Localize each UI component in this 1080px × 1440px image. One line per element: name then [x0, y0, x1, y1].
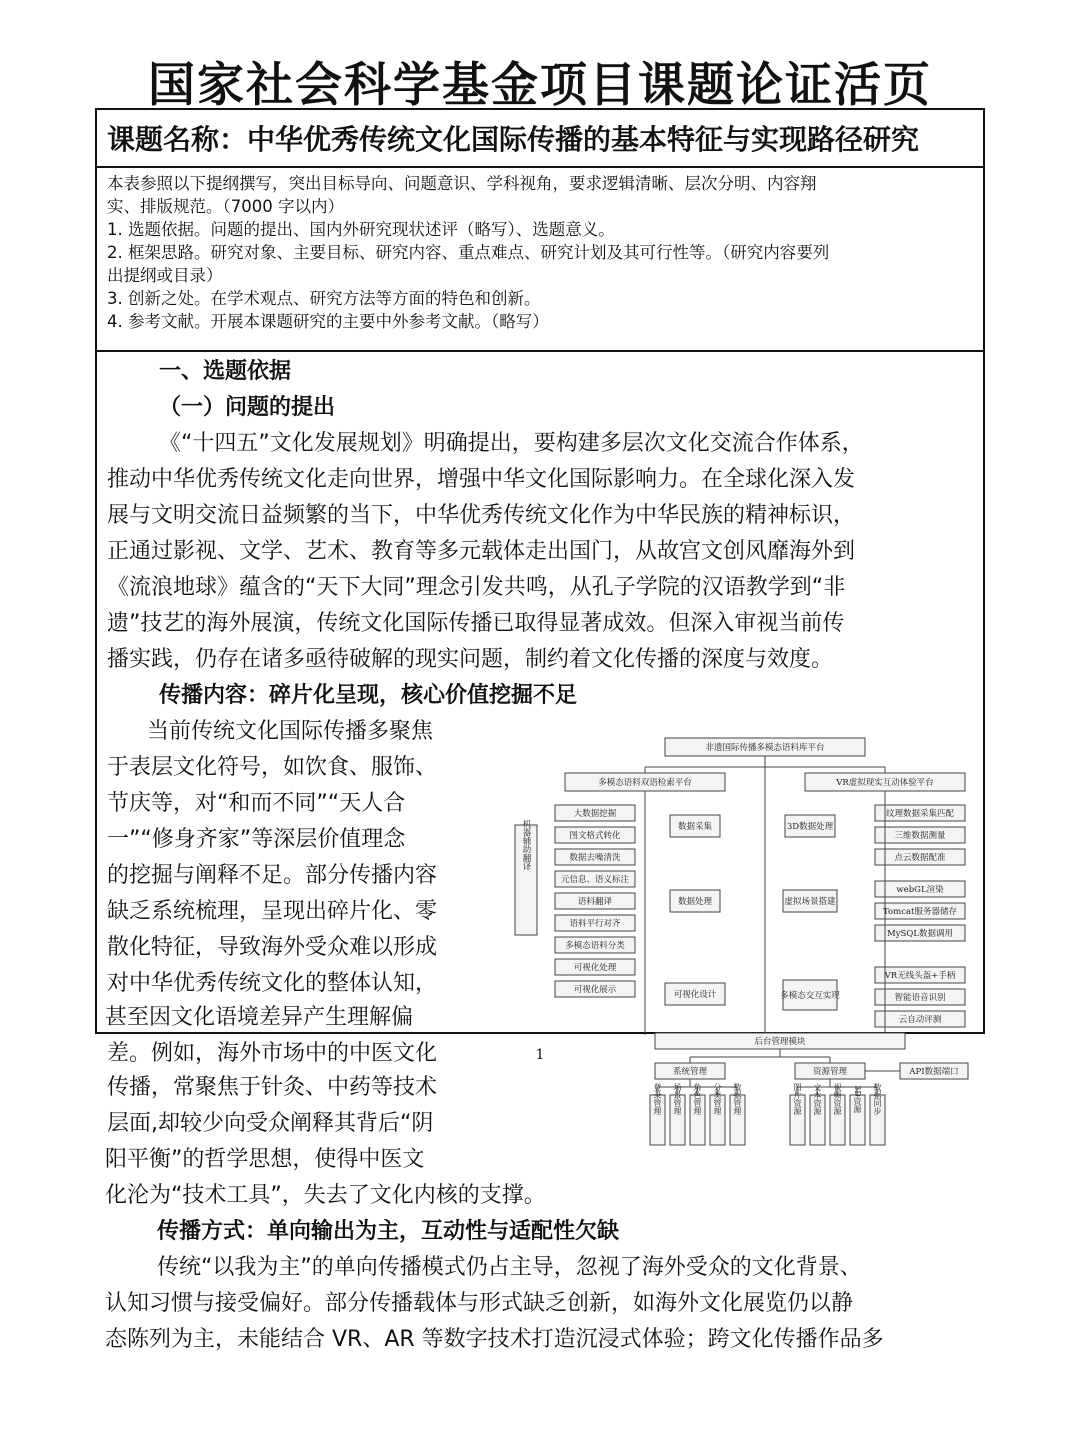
page-title: 国家社会科学基金项目课题论证活页	[148, 58, 932, 113]
diagram-machine-translation-label: 机器辅助翻译	[521, 819, 531, 871]
para1-line: 展与文明交流日益频繁的当下，中华优秀传统文化作为中华民族的精神标识，	[107, 503, 856, 528]
diagram-leaf-label: 3D资源	[853, 1085, 862, 1113]
diagram-leaf-label: 登录管理	[653, 1083, 662, 1115]
diagram-system-mgmt-label: 系统管理	[672, 1067, 708, 1077]
diagram-right-item-label: 点云数据配准	[894, 853, 946, 863]
diagram-leaf-label: 场景管理	[673, 1083, 682, 1115]
diagram-left-item-label: 多模态语料分类	[565, 941, 625, 951]
para2-line: 对中华优秀传统文化的整体认知，	[107, 971, 438, 996]
subsection-heading: （一）问题的提出	[159, 395, 336, 420]
diagram-mid-left-2-label: 数据处理	[677, 897, 713, 907]
para2-line: 传播，常聚焦于针灸、中药等技术	[107, 1075, 438, 1100]
diagram-right-item-label: 云自动评测	[898, 1015, 942, 1025]
para1-line: 正通过影视、文学、艺术、教育等多元载体走出国门，从故宫文创风靡海外到	[107, 539, 856, 564]
point-heading-content: 传播内容：碎片化呈现，核心价值挖掘不足	[159, 683, 578, 708]
para2-line: 差。例如，海外市场中的中医文化	[107, 1041, 438, 1066]
diagram-left-item-label: 可视化展示	[573, 985, 617, 995]
diagram-left-item-label: 语料翻译	[577, 897, 613, 907]
diagram-mid-right-1-label: 3D数据处理	[786, 822, 834, 832]
guideline-item-1: 1. 选题依据。问题的提出、国内外研究现状述评（略写）、选题意义。	[107, 220, 615, 239]
diagram-leaf-label: 分类管理	[713, 1083, 722, 1115]
diagram-left-item-label: 数据去噪清洗	[569, 853, 621, 863]
para2-line: 节庆等，对“和而不同”“天人合	[107, 791, 406, 816]
guideline-item-2-line-1: 2. 框架思路。研究对象、主要目标、研究内容、重点难点、研究计划及其可行性等。（研究内容要列	[107, 243, 830, 262]
para1-line: 遗”技艺的海外展演，传统文化国际传播已取得显著成效。但深入审视当前传	[107, 611, 845, 636]
diagram-mid-right-3-label: 多模态交互实现	[780, 991, 840, 1001]
diagram-mid-left-3-label: 可视化设计	[673, 990, 717, 1000]
diagram-left-item-label: 可视化处理	[573, 963, 617, 973]
point-heading-method: 传播方式：单向输出为主，互动性与适配性欠缺	[157, 1219, 620, 1244]
para2-line: 缺乏系统梳理，呈现出碎片化、零	[107, 899, 438, 924]
para2-line: 散化特征，导致海外受众难以形成	[107, 935, 438, 960]
diagram-leaf-label: 数据同步	[873, 1083, 882, 1115]
diagram-right-item-label: 纹理数据采集匹配	[885, 809, 955, 819]
section-heading: 一、选题依据	[159, 359, 292, 384]
diagram-leaf-label: 视频资源	[833, 1083, 842, 1115]
diagram-right-item-label: MySQL数据调用	[887, 929, 953, 939]
para2-line: 一”“修身齐家”等深层价值理念	[107, 827, 406, 852]
diagram-right-item-label: Tomcat服务器储存	[883, 907, 957, 917]
diagram-right-platform-label: VR虚拟现实互动体验平台	[836, 778, 934, 788]
diagram-left-item-label: 语料平行对齐	[569, 919, 621, 929]
guideline-item-3: 3. 创新之处。在学术观点、研究方法等方面的特色和创新。	[107, 289, 541, 308]
diagram-leaf-label: 图片资源	[793, 1083, 802, 1115]
guideline-item-2-line-2: 出提纲或目录）	[107, 266, 223, 285]
diagram-leaf-label: 角色管理	[693, 1083, 702, 1115]
diagram-backend-label: 后台管理模块	[754, 1037, 806, 1047]
guideline-intro-1: 本表参照以下提纲撰写，突出目标导向、问题意识、学科视角，要求逻辑清晰、层次分明、内容翔	[107, 174, 817, 193]
para3-line: 态陈列为主，未能结合 VR、AR 等数字技术打造沉浸式体验；跨文化传播作品多	[105, 1327, 884, 1352]
diagram-left-platform-label: 多模态语料双语检索平台	[598, 778, 692, 788]
para2-line: 的挖掘与阐释不足。部分传播内容	[107, 863, 438, 888]
para1-line: 《流浪地球》蕴含的“天下大同”理念引发共鸣，从孔子学院的汉语教学到“非	[107, 575, 846, 600]
guideline-item-4: 4. 参考文献。开展本课题研究的主要中外参考文献。（略写）	[107, 312, 549, 331]
diagram-top-label: 非遗国际传播多模态语料库平台	[705, 743, 825, 753]
para1-line: 推动中华优秀传统文化走向世界，增强中华文化国际影响力。在全球化深入发	[107, 467, 856, 492]
para1-line: 播实践，仍存在诸多亟待破解的现实问题，制约着文化传播的深度与效度。	[107, 647, 834, 672]
diagram-mid-right-2-label: 虚拟场景搭建	[784, 897, 836, 907]
para2-line: 层面,却较少向受众阐释其背后“阴	[107, 1111, 434, 1136]
para2-line: 于表层文化符号，如饮食、服饰、	[107, 755, 438, 780]
para2-line: 化沦为“技术工具”，失去了文化内核的支撑。	[105, 1183, 546, 1208]
diagram-right-item-label: VR无线头盔+手柄	[884, 971, 956, 981]
para3-line: 传统“以我为主”的单向传播模式仍占主导，忽视了海外受众的文化背景、	[157, 1255, 862, 1280]
diagram-mid-left-1-label: 数据采集	[677, 822, 713, 832]
diagram-leaf-label: 数据管理	[733, 1083, 742, 1115]
para2-line: 甚至因文化语境差异产生理解偏	[105, 1005, 414, 1030]
para1-line: 《“十四五”文化发展规划》明确提出，要构建多层次文化交流合作体系，	[159, 431, 864, 456]
diagram-right-item-label: webGL渲染	[896, 885, 944, 895]
para2-line: 当前传统文化国际传播多聚焦	[147, 719, 434, 744]
diagram-api-label: API数据端口	[909, 1067, 959, 1077]
diagram-left-item-label: 大数据挖掘	[573, 809, 617, 819]
diagram-resource-mgmt-label: 资源管理	[812, 1067, 848, 1077]
guideline-intro-2: 实、排版规范。（7000 字以内）	[107, 197, 344, 216]
diagram-leaf-label: 文本资源	[813, 1083, 822, 1115]
diagram-right-item-label: 三维数据测量	[894, 831, 946, 841]
page-number: 1	[535, 1047, 545, 1063]
para2-line: 阳平衡”的哲学思想，使得中医文	[105, 1147, 425, 1172]
diagram-right-item-label: 智能语音识别	[894, 993, 946, 1003]
topic-title: 课题名称：中华优秀传统文化国际传播的基本特征与实现路径研究	[97, 110, 983, 168]
diagram-left-item-label: 图文格式转化	[569, 831, 621, 841]
diagram-left-item-label: 元信息、语义标注	[560, 875, 630, 885]
para3-line: 认知习惯与接受偏好。部分传播载体与形式缺乏创新，如海外文化展览仍以静	[105, 1291, 854, 1316]
